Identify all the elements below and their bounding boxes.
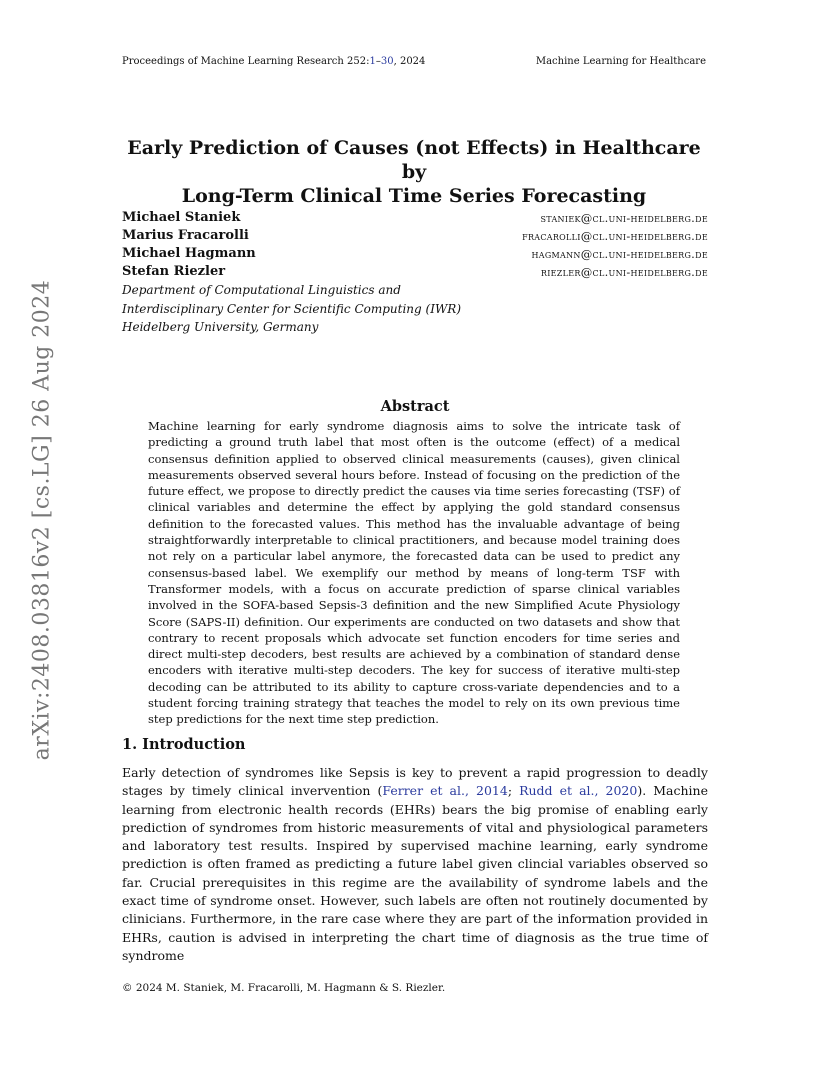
author-email[interactable]: staniek@cl.uni-heidelberg.de xyxy=(540,211,708,225)
arxiv-stamp: arXiv:2408.03816v2 [cs.LG] 26 Aug 2024 xyxy=(29,279,55,761)
author-email[interactable]: fracarolli@cl.uni-heidelberg.de xyxy=(522,229,708,243)
paper-title xyxy=(122,136,706,208)
author-email[interactable]: hagmann@cl.uni-heidelberg.de xyxy=(531,247,708,261)
section-heading-introduction: 1. Introduction xyxy=(122,736,246,753)
author-row xyxy=(122,263,708,281)
title-line-2: Long-Term Clinical Time Series Forecasting xyxy=(181,185,647,207)
citation-separator: ; xyxy=(507,783,520,799)
author-email[interactable]: riezler@cl.uni-heidelberg.de xyxy=(540,265,708,279)
author-name: Michael Staniek xyxy=(122,210,241,225)
author-name: Michael Hagmann xyxy=(122,246,256,261)
author-row xyxy=(122,245,708,263)
abstract-heading: Abstract xyxy=(380,398,450,415)
citation-link[interactable]: Rudd et al., 2020 xyxy=(519,783,638,799)
author-row xyxy=(122,227,708,245)
running-head-journal: Proceedings of Machine Learning Research 252: xyxy=(122,56,370,67)
intro-text: ). Machine learning from electronic health records (EHRs) bears the big promise of enabling early prediction of syndromes from historic measurements of vital and physiological parameters and laboratory test results. Inspired by supervised machine learning, early syndrome prediction is often framed as predicting a future label given clincial variables observed so far. Crucial prerequisites in this regime are the availability of syndrome labels and the exact time of syndrome onset. However, such labels are often not routinely documented by clinicians. Furthermore, in the rare case where they are part of the information provided in EHRs, caution is advised in interpreting the chart time of diagnosis as the true time of syndrome xyxy=(122,783,708,963)
author-name: Marius Fracarolli xyxy=(122,228,249,243)
page-range-dash: – xyxy=(375,56,381,67)
page-start-link[interactable]: 1 xyxy=(369,56,376,67)
page-end-link[interactable]: 30 xyxy=(380,56,394,67)
introduction-paragraph xyxy=(122,764,708,965)
intro-text: Early detection of syndromes like Sepsis is key to prevent a rapid progression to deadly stages by timely clinical invervention ( xyxy=(122,765,708,799)
running-head-right: Machine Learning for Healthcare xyxy=(535,56,706,67)
author-row xyxy=(122,209,708,227)
copyright-footer: © 2024 M. Staniek, M. Fracarolli, M. Hagmann & S. Riezler. xyxy=(122,982,446,994)
author-name: Stefan Riezler xyxy=(122,264,226,279)
author-block xyxy=(122,209,708,337)
running-head-year: , 2024 xyxy=(393,56,426,67)
affiliation-line: Heidelberg University, Germany xyxy=(122,320,319,334)
affiliation xyxy=(122,281,708,337)
title-line-1: Early Prediction of Causes (not Effects) in Healthcare by xyxy=(127,137,701,183)
abstract-text: Machine learning for early syndrome diagnosis aims to solve the intricate task of predicting a ground truth label that most often is the outcome (effect) of a medical consensus definition applied to observed clinical measurements (causes), given clinical measurements observed several hours before. Instead of focusing on the prediction of the future effect, we propose to directly predict the causes via time series forecasting (TSF) of clinical variables and determine the effect by applying the gold standard consensus definition to the forecasted values. This method has the invaluable advantage of being straightforwardly interpretable to clinical practitioners, and because model training does not rely on a particular label anymore, the forecasted data can be used to predict any consensus-based label. We exemplify our method by means of long-term TSF with Transformer models, with a focus on accurate prediction of sparse clinical variables involved in the SOFA-based Sepsis-3 definition and the new Simplified Acute Physiology Score (SAPS-II) definition. Our experiments are conducted on two datasets and show that contrary to recent proposals which advocate set function encoders for time series and direct multi-step decoders, best results are achieved by a combination of standard dense encoders with iterative multi-step decoders. The key for success of iterative multi-step decoding can be attributed to its ability to capture cross-variate dependencies and to a student forcing training strategy that teaches the model to rely on its own previous time step predictions for the next time step prediction. xyxy=(148,419,680,727)
affiliation-line: Department of Computational Linguistics and xyxy=(122,283,401,297)
running-head-left xyxy=(122,56,425,67)
affiliation-line: Interdisciplinary Center for Scientific Computing (IWR) xyxy=(122,301,461,316)
citation-link[interactable]: Ferrer et al., 2014 xyxy=(382,783,508,799)
